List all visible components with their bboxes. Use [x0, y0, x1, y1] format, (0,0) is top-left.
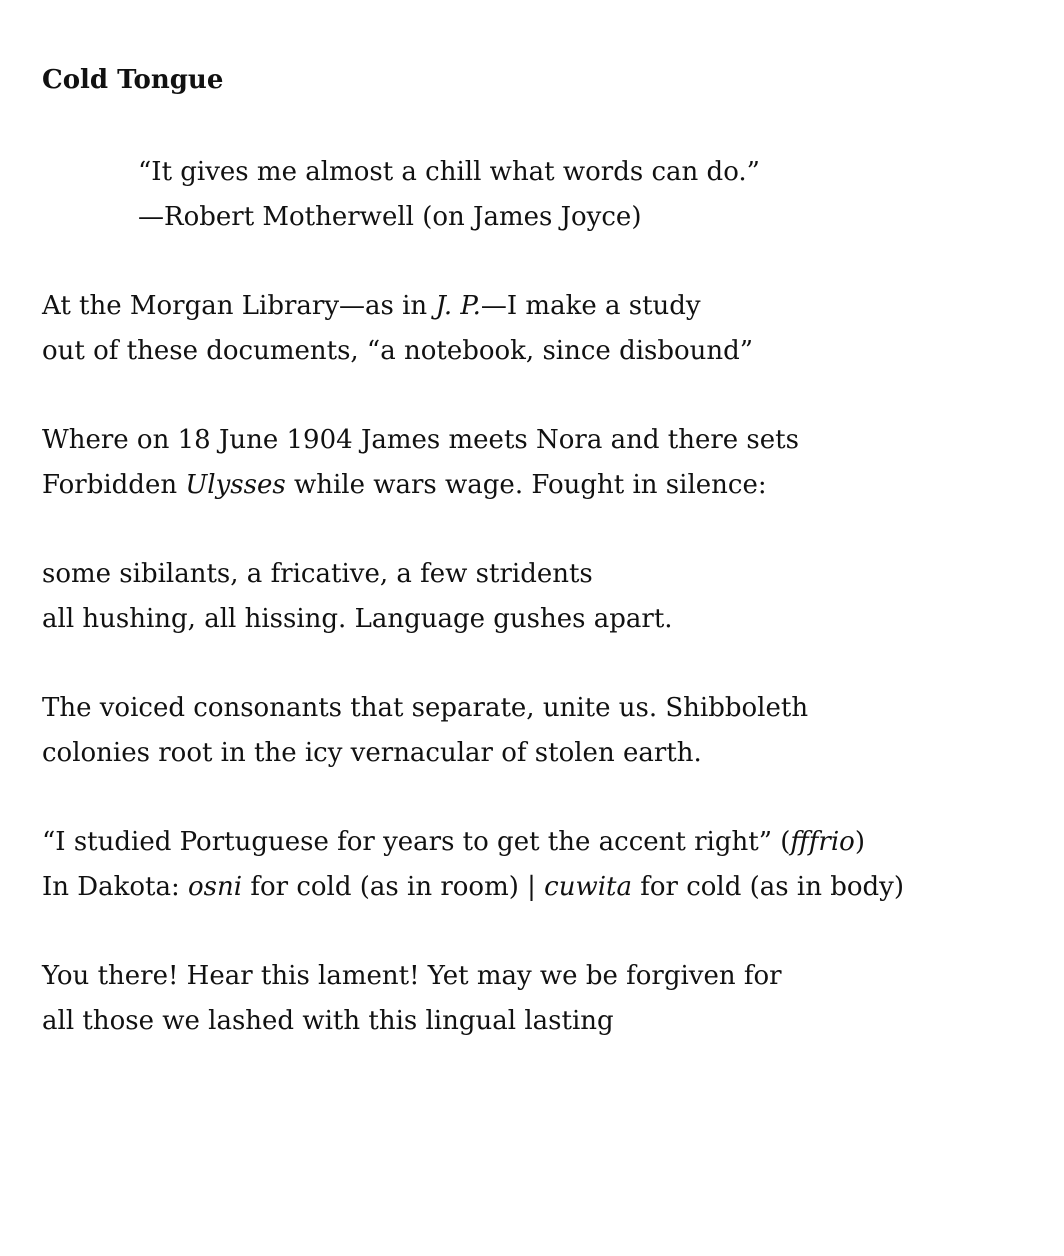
epigraph-quote: “It gives me almost a chill what words can do.” [138, 157, 760, 187]
stanza-4-line-2: colonies root in the icy vernacular of stolen earth. [42, 738, 702, 768]
stanza-3-line-1: some sibilants, a fricative, a few stridents [42, 559, 593, 589]
italic-segment: Ulysses [185, 470, 286, 500]
stanza-4-line-1: The voiced consonants that separate, unite us. Shibboleth [42, 693, 809, 723]
text-segment: for cold (as in body) [631, 872, 905, 902]
text-segment: In Dakota: [42, 872, 189, 902]
epigraph-attribution: —Robert Motherwell (on James Joyce) [138, 202, 642, 232]
stanza-6-line-1: You there! Hear this lament! Yet may we be forgiven for [42, 961, 782, 991]
italic-segment: osni [188, 872, 243, 902]
stanza-5-line-2 [42, 865, 904, 910]
stanza-5 [42, 820, 904, 910]
text-segment: —I make a study [480, 291, 701, 321]
stanza-1 [42, 284, 753, 374]
italic-segment: cuwita [544, 872, 632, 902]
text-segment: Forbidden [42, 470, 186, 500]
text-segment: while wars wage. Fought in silence: [285, 470, 767, 500]
stanza-2 [42, 418, 799, 508]
text-segment: for cold (as in room) | [242, 872, 545, 902]
italic-segment: J. P. [435, 291, 481, 321]
stanza-6 [42, 954, 782, 1044]
stanza-6-line-2: all those we lashed with this lingual lasting [42, 1006, 614, 1036]
stanza-4 [42, 686, 808, 776]
stanza-5-line-1 [42, 820, 904, 865]
poem-title: Cold Tongue [42, 65, 224, 95]
stanza-2-line-1: Where on 18 June 1904 James meets Nora and there sets [42, 425, 799, 455]
stanza-3 [42, 552, 673, 642]
text-segment: ) [854, 827, 865, 857]
epigraph [138, 150, 760, 240]
italic-segment: fffrio [790, 827, 855, 857]
stanza-1-line-1 [42, 284, 753, 329]
text-segment: “I studied Portuguese for years to get the accent right” ( [42, 827, 791, 857]
stanza-2-line-2 [42, 463, 799, 508]
text-segment: At the Morgan Library—as in [42, 291, 436, 321]
stanza-1-line-2: out of these documents, “a notebook, since disbound” [42, 336, 754, 366]
stanza-3-line-2: all hushing, all hissing. Language gushes apart. [42, 604, 673, 634]
